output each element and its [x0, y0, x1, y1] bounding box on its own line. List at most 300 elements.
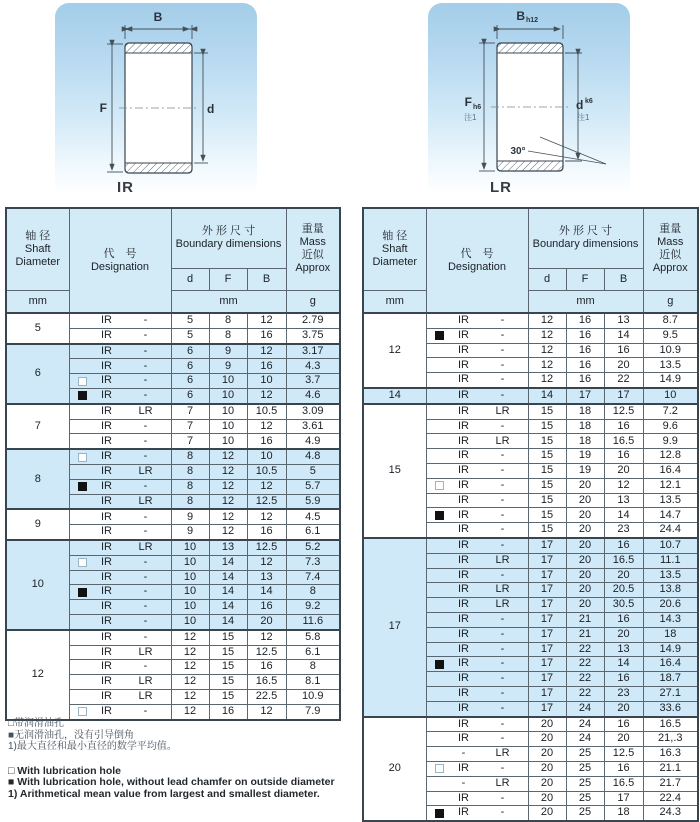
shaft-header-en1: Shaft — [24, 242, 51, 255]
dim-d-cell: 6 — [171, 374, 209, 389]
dim-f-cell: 24 — [566, 732, 604, 747]
mass-cell: 5.8 — [286, 630, 340, 645]
dim-d-cell: 15 — [528, 508, 566, 523]
designation-suffix: LR — [138, 541, 153, 554]
designation-prefix: IR — [458, 389, 469, 402]
designation-suffix: - — [143, 630, 148, 643]
dim-d-cell: 12 — [528, 373, 566, 388]
designation-prefix: - — [461, 747, 466, 760]
designation-prefix: IR — [101, 570, 112, 583]
designation-cell — [426, 478, 528, 493]
dim-f-cell: 22 — [566, 657, 604, 672]
mass-cell: 3.09 — [286, 404, 340, 419]
dim-d-cell: 20 — [528, 761, 566, 776]
dim-d-cell: 9 — [171, 525, 209, 540]
dim-d-cell: 15 — [528, 523, 566, 538]
dim-b-cell: 12 — [247, 344, 286, 359]
dim-f-cell: 20 — [566, 508, 604, 523]
designation-suffix: - — [143, 344, 148, 357]
dim-d-cell: 14 — [528, 388, 566, 404]
dim-b-cell: 18 — [604, 806, 643, 821]
designation-cell — [69, 344, 171, 359]
designation-suffix: - — [500, 672, 505, 685]
designation-prefix: IR — [101, 328, 112, 341]
designation-prefix: IR — [101, 615, 112, 628]
mass-cell: 5.2 — [286, 540, 340, 555]
designation-cell — [69, 494, 171, 509]
designation-cell — [426, 463, 528, 478]
boundary-header-en: Boundary dimensions — [175, 238, 282, 251]
designation-header-cn: 代 号 — [103, 247, 137, 260]
designation-cell — [69, 464, 171, 479]
designation-prefix: IR — [101, 510, 112, 523]
shaft-diameter-cell: 17 — [363, 538, 426, 717]
col-header-B: B — [247, 268, 286, 290]
dim-d-cell: 10 — [171, 614, 209, 629]
col-header-d: d — [171, 268, 209, 290]
designation-suffix: - — [500, 358, 505, 371]
designation-prefix: IR — [101, 585, 112, 598]
dim-b-cell: 16 — [604, 419, 643, 434]
dim-b-cell: 12 — [247, 630, 286, 645]
dim-b-cell: 16 — [604, 538, 643, 553]
dim-b-cell: 12 — [247, 388, 286, 403]
shaft-header-cn: 轴 径 — [382, 229, 408, 242]
designation-cell — [426, 523, 528, 538]
dim-f-cell: 13 — [209, 540, 247, 555]
dim-b-cell: 20 — [604, 732, 643, 747]
designation-cell — [69, 614, 171, 629]
dim-d-cell: 20 — [528, 732, 566, 747]
mass-cell: 24.4 — [643, 523, 698, 538]
dim-f-cell: 25 — [566, 791, 604, 806]
designation-cell — [426, 419, 528, 434]
mass-header — [643, 208, 698, 290]
designation-cell — [69, 525, 171, 540]
dim-d-cell: 17 — [528, 686, 566, 701]
boundary-header-en: Boundary dimensions — [532, 238, 639, 251]
mass-cell: 12.8 — [643, 449, 698, 464]
designation-suffix: LR — [138, 465, 153, 478]
designation-suffix: - — [500, 642, 505, 655]
designation-cell — [426, 598, 528, 613]
designation-header-en: Designation — [90, 260, 150, 273]
dim-d-cell: 15 — [528, 434, 566, 449]
designation-cell — [426, 732, 528, 747]
designation-prefix: IR — [458, 493, 469, 506]
designation-suffix: - — [143, 389, 148, 402]
dim-d-cell: 17 — [528, 612, 566, 627]
designation-suffix: - — [500, 314, 505, 327]
designation-prefix: IR — [458, 568, 469, 581]
table-row — [6, 344, 340, 359]
dim-b-cell: 16 — [604, 717, 643, 732]
designation-cell — [69, 570, 171, 585]
designation-prefix: IR — [458, 762, 469, 775]
designation-cell — [69, 540, 171, 555]
dim-b-cell: 12 — [247, 509, 286, 524]
dim-label-B: B — [153, 10, 163, 24]
dim-f-cell: 16 — [566, 313, 604, 328]
mass-cell: 8.7 — [643, 313, 698, 328]
dim-d-cell: 12 — [171, 704, 209, 719]
dim-b-cell: 20 — [604, 701, 643, 716]
dim-f-cell: 12 — [209, 479, 247, 494]
dim-d-cell: 6 — [171, 359, 209, 374]
dim-f-cell: 25 — [566, 747, 604, 762]
dim-f-cell: 20 — [566, 583, 604, 598]
approx-header-cn: 近似 — [301, 249, 324, 262]
footnotes — [8, 718, 360, 800]
dim-f-cell: 20 — [566, 493, 604, 508]
dim-f-cell: 22 — [566, 686, 604, 701]
designation-cell — [69, 479, 171, 494]
dim-b-cell: 16.5 — [604, 776, 643, 791]
dim-b-cell: 23 — [604, 523, 643, 538]
mass-cell: 16.5 — [643, 717, 698, 732]
designation-prefix: IR — [458, 404, 469, 417]
designation-suffix: - — [500, 568, 505, 581]
shaft-diameter-cell: 9 — [6, 509, 69, 540]
designation-suffix: LR — [495, 747, 510, 760]
dim-f-cell: 25 — [566, 776, 604, 791]
shaft-diameter-cell: 7 — [6, 404, 69, 449]
dim-f-cell: 16 — [566, 358, 604, 373]
mass-cell: 13.5 — [643, 568, 698, 583]
dim-f-cell: 8 — [209, 328, 247, 343]
mass-cell: 11.6 — [286, 614, 340, 629]
designation-cell — [426, 583, 528, 598]
dim-b-cell: 22 — [604, 373, 643, 388]
no-lead-chamfer-icon — [78, 588, 87, 597]
designation-prefix: IR — [458, 328, 469, 341]
dim-b-cell: 12.5 — [604, 404, 643, 419]
designation-prefix: IR — [458, 791, 469, 804]
dim-d-cell: 10 — [171, 555, 209, 570]
note-label-F: 注1 — [464, 113, 477, 122]
mass-cell: 4.6 — [286, 388, 340, 403]
designation-prefix: IR — [101, 555, 112, 568]
dim-b-cell: 14 — [604, 508, 643, 523]
dim-b-cell: 10 — [247, 449, 286, 464]
designation-cell — [426, 343, 528, 358]
designation-prefix: IR — [458, 464, 469, 477]
designation-suffix: - — [143, 479, 148, 492]
designation-cell — [426, 388, 528, 404]
dim-b-cell: 20 — [604, 568, 643, 583]
designation-suffix: - — [143, 660, 148, 673]
mass-cell: 14.3 — [643, 612, 698, 627]
designation-prefix: IR — [101, 344, 112, 357]
dim-f-cell: 14 — [209, 570, 247, 585]
shaft-diameter-cell: 12 — [6, 630, 69, 720]
designation-suffix: - — [143, 555, 148, 568]
dim-d-cell: 12 — [528, 358, 566, 373]
designation-cell — [426, 761, 528, 776]
dim-d-cell: 8 — [171, 494, 209, 509]
designation-prefix: IR — [101, 479, 112, 492]
footnote-cn-open-square: □带润滑油孔 — [8, 718, 65, 729]
mass-cell: 4.9 — [286, 434, 340, 449]
designation-cell — [426, 358, 528, 373]
dim-b-cell: 13 — [604, 493, 643, 508]
dim-f-cell: 10 — [209, 434, 247, 449]
col-header-B: B — [604, 268, 643, 290]
dim-d-cell: 20 — [528, 776, 566, 791]
designation-suffix: - — [143, 510, 148, 523]
dim-f-cell: 20 — [566, 553, 604, 568]
dim-b-cell: 16.5 — [247, 675, 286, 690]
no-lead-chamfer-icon — [435, 809, 444, 818]
designation-suffix: - — [500, 657, 505, 670]
dim-b-cell: 14 — [604, 657, 643, 672]
dim-b-cell: 13 — [604, 642, 643, 657]
designation-suffix: LR — [495, 598, 510, 611]
dim-d-cell: 17 — [528, 538, 566, 553]
designation-suffix: - — [143, 450, 148, 463]
dim-b-cell: 23 — [604, 686, 643, 701]
designation-cell — [426, 717, 528, 732]
mass-cell: 21,.3 — [643, 732, 698, 747]
dim-f-cell: 16 — [566, 343, 604, 358]
mass-cell: 4.5 — [286, 509, 340, 524]
mass-cell: 4.3 — [286, 359, 340, 374]
designation-header — [69, 208, 171, 313]
designation-prefix: IR — [458, 343, 469, 356]
designation-suffix: - — [143, 314, 148, 327]
mass-cell: 9.6 — [643, 419, 698, 434]
mass-cell: 21.7 — [643, 776, 698, 791]
shaft-diameter-cell: 10 — [6, 540, 69, 630]
bearing-cross-section-ir — [55, 3, 257, 195]
unit-mm-dims: mm — [528, 290, 643, 313]
designation-prefix: IR — [101, 314, 112, 327]
mass-cell: 8 — [286, 585, 340, 600]
shaft-diameter-cell: 15 — [363, 404, 426, 538]
dim-f-cell: 22 — [566, 672, 604, 687]
designation-suffix: LR — [495, 583, 510, 596]
designation-cell — [69, 313, 171, 328]
designation-cell — [69, 645, 171, 660]
dim-b-cell: 16 — [247, 328, 286, 343]
designation-cell — [426, 672, 528, 687]
dim-d-cell: 5 — [171, 328, 209, 343]
dim-d-cell: 7 — [171, 434, 209, 449]
designation-cell — [426, 747, 528, 762]
designation-suffix: - — [500, 373, 505, 386]
designation-cell — [426, 701, 528, 716]
lubrication-hole-icon — [78, 453, 87, 462]
dim-f-cell: 8 — [209, 313, 247, 328]
designation-cell — [69, 509, 171, 524]
mass-cell: 5.9 — [286, 494, 340, 509]
designation-cell — [69, 689, 171, 704]
designation-prefix: IR — [101, 630, 112, 643]
dim-label-B: B — [516, 9, 525, 23]
mass-cell: 9.2 — [286, 600, 340, 615]
footnote-en-note1: 1) Arithmetical mean value from largest and smallest diameter. — [8, 787, 320, 800]
designation-prefix: IR — [458, 449, 469, 462]
designation-cell — [69, 388, 171, 403]
mass-cell: 3.61 — [286, 419, 340, 434]
designation-suffix: - — [143, 374, 148, 387]
diagram-panel-ir — [55, 3, 257, 195]
designation-suffix: - — [500, 613, 505, 626]
designation-cell — [426, 449, 528, 464]
dim-b-cell: 16 — [604, 449, 643, 464]
footnote-cn-filled-square: ■无润滑油孔，没有引导倒角 — [8, 729, 135, 741]
designation-suffix: - — [500, 806, 505, 819]
designation-prefix: IR — [458, 539, 469, 552]
dim-d-cell: 10 — [171, 600, 209, 615]
dim-d-cell: 5 — [171, 313, 209, 328]
designation-prefix: IR — [458, 478, 469, 491]
designation-suffix: - — [500, 508, 505, 521]
approx-header-en: Approx — [652, 262, 688, 275]
mass-cell: 13.5 — [643, 358, 698, 373]
dim-d-cell: 17 — [528, 657, 566, 672]
boundary-header-cn: 外 形 尺 寸 — [201, 225, 256, 238]
dim-d-cell: 6 — [171, 388, 209, 403]
designation-prefix: IR — [458, 642, 469, 655]
dim-f-cell: 12 — [209, 449, 247, 464]
mass-cell: 13.5 — [643, 493, 698, 508]
designation-suffix: - — [143, 434, 148, 447]
designation-suffix: - — [143, 585, 148, 598]
col-header-F: F — [566, 268, 604, 290]
dim-f-cell: 24 — [566, 717, 604, 732]
designation-prefix: IR — [458, 701, 469, 714]
dim-f-cell: 16 — [566, 373, 604, 388]
dim-f-cell: 12 — [209, 494, 247, 509]
shaft-diameter-header — [6, 208, 69, 290]
dim-f-cell: 10 — [209, 388, 247, 403]
designation-suffix: - — [143, 615, 148, 628]
table-row — [363, 313, 698, 328]
dim-b-cell: 16 — [604, 761, 643, 776]
dim-d-cell: 6 — [171, 344, 209, 359]
mass-cell: 6.1 — [286, 645, 340, 660]
shaft-diameter-cell: 12 — [363, 313, 426, 388]
dim-f-cell: 22 — [566, 642, 604, 657]
mass-cell: 10 — [643, 388, 698, 404]
mass-cell: 7.2 — [643, 404, 698, 419]
table-row — [363, 717, 698, 732]
dim-b-cell: 12 — [247, 555, 286, 570]
dim-f-cell: 12 — [209, 464, 247, 479]
mass-cell: 33.6 — [643, 701, 698, 716]
mass-cell: 10.9 — [286, 689, 340, 704]
dim-b-cell: 13 — [604, 313, 643, 328]
unit-g-mass: g — [643, 290, 698, 313]
designation-prefix: IR — [101, 690, 112, 703]
designation-prefix: IR — [101, 465, 112, 478]
mass-cell: 5 — [286, 464, 340, 479]
no-lead-chamfer-icon — [435, 511, 444, 520]
designation-prefix: IR — [458, 672, 469, 685]
boundary-header-cn: 外 形 尺 寸 — [558, 225, 613, 238]
dim-d-cell: 20 — [528, 791, 566, 806]
designation-cell — [69, 359, 171, 374]
designation-suffix: - — [143, 419, 148, 432]
lubrication-hole-icon — [435, 481, 444, 490]
table-row — [6, 630, 340, 645]
dim-d-cell: 12 — [528, 313, 566, 328]
dim-d-cell: 20 — [528, 717, 566, 732]
mass-cell: 7.9 — [286, 704, 340, 719]
designation-header-cn: 代 号 — [460, 247, 494, 260]
designation-suffix: LR — [495, 404, 510, 417]
designation-cell — [69, 449, 171, 464]
designation-cell — [426, 404, 528, 419]
boundary-dimensions-header — [528, 208, 643, 268]
designation-suffix: - — [500, 343, 505, 356]
mass-cell: 9.9 — [643, 434, 698, 449]
dim-d-cell: 8 — [171, 449, 209, 464]
dim-b-cell: 12 — [247, 313, 286, 328]
designation-suffix: - — [500, 791, 505, 804]
table-row — [6, 404, 340, 419]
dim-b-cell: 16 — [247, 359, 286, 374]
designation-suffix: LR — [138, 404, 153, 417]
designation-prefix: IR — [458, 717, 469, 730]
dim-b-cell: 12.5 — [247, 540, 286, 555]
dim-d-cell: 12 — [171, 645, 209, 660]
mass-cell: 14.9 — [643, 642, 698, 657]
dim-f-cell: 14 — [209, 585, 247, 600]
designation-prefix: IR — [458, 419, 469, 432]
designation-prefix: IR — [101, 541, 112, 554]
dim-f-cell: 18 — [566, 434, 604, 449]
designation-suffix: - — [143, 570, 148, 583]
dim-b-cell: 12 — [247, 419, 286, 434]
table-row — [6, 313, 340, 328]
footnote-en-open-square: □ With lubrication hole — [8, 764, 121, 777]
footnote-en-filled-square: ■ With lubrication hole, without lead chamfer on outside diameter — [8, 776, 335, 788]
designation-suffix: - — [500, 717, 505, 730]
shaft-diameter-cell: 8 — [6, 449, 69, 509]
mass-cell: 9.5 — [643, 328, 698, 343]
designation-cell — [69, 555, 171, 570]
dim-d-cell: 17 — [528, 672, 566, 687]
designation-suffix: LR — [495, 776, 510, 789]
dim-f-cell: 20 — [566, 523, 604, 538]
dim-label-d: d — [576, 98, 584, 112]
dim-d-cell: 12 — [171, 675, 209, 690]
dim-d-cell: 8 — [171, 464, 209, 479]
designation-cell — [426, 568, 528, 583]
dim-b-cell: 16.5 — [604, 434, 643, 449]
hatched-top-band — [125, 43, 192, 53]
designation-cell — [426, 373, 528, 388]
mass-cell: 20.6 — [643, 598, 698, 613]
designation-cell — [69, 404, 171, 419]
designation-suffix: - — [500, 687, 505, 700]
no-lead-chamfer-icon — [435, 331, 444, 340]
designation-prefix: IR — [101, 660, 112, 673]
no-lead-chamfer-icon — [435, 660, 444, 669]
designation-header-en: Designation — [447, 260, 507, 273]
shaft-diameter-cell: 20 — [363, 717, 426, 822]
dim-d-cell: 17 — [528, 701, 566, 716]
table-row — [6, 540, 340, 555]
designation-suffix: - — [500, 389, 505, 402]
dim-f-cell: 15 — [209, 675, 247, 690]
dim-b-cell: 20.5 — [604, 583, 643, 598]
dim-b-cell: 20 — [604, 627, 643, 642]
dim-f-cell: 10 — [209, 419, 247, 434]
table-row — [363, 538, 698, 553]
